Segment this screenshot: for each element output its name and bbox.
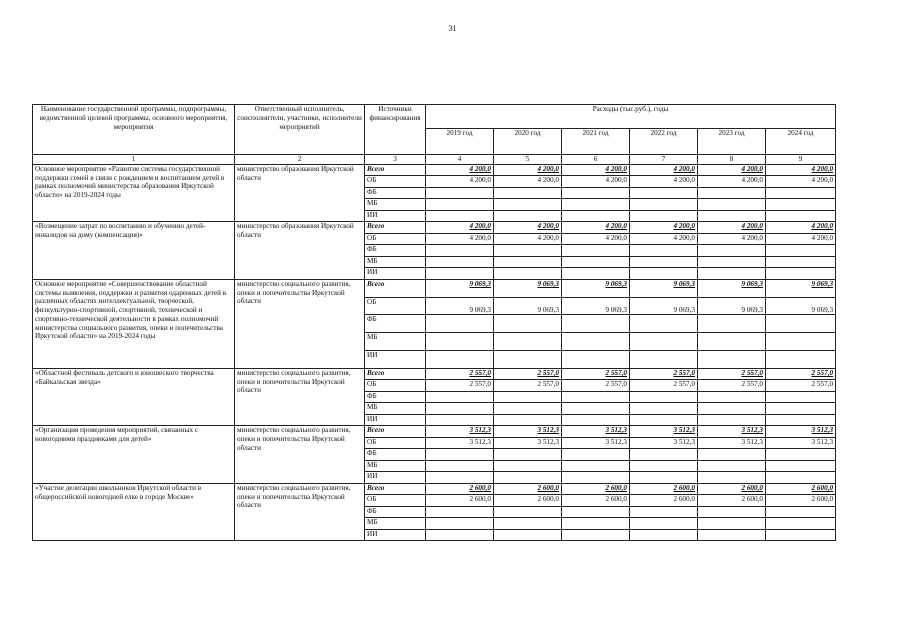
funding-source: ФБ [365, 391, 426, 403]
expense-cell: 4 200,0 [630, 176, 698, 188]
expense-cell [698, 506, 766, 518]
expense-cell [698, 518, 766, 530]
expense-cell: 2 600,0 [698, 495, 766, 507]
expense-cell [766, 199, 836, 211]
funding-source: ОБ [365, 495, 426, 507]
expense-cell [630, 268, 698, 280]
expense-cell [426, 210, 494, 222]
expense-cell [766, 414, 836, 426]
expense-cell: 3 512,3 [630, 437, 698, 449]
expense-cell [766, 506, 836, 518]
funding-source: Всего [365, 426, 426, 438]
expense-cell: 4 200,0 [766, 164, 836, 176]
expense-cell [494, 391, 562, 403]
expense-cell: 2 600,0 [494, 483, 562, 495]
expense-cell [426, 268, 494, 280]
expense-cell [630, 529, 698, 541]
expense-cell [766, 333, 836, 351]
funding-source: ОБ [365, 380, 426, 392]
page-number: 31 [448, 24, 457, 33]
expense-cell: 3 512,3 [494, 426, 562, 438]
funding-source: ФБ [365, 245, 426, 257]
expense-cell: 2 557,0 [698, 368, 766, 380]
funding-source: ИИ [365, 529, 426, 541]
expense-cell [698, 256, 766, 268]
expense-cell [698, 403, 766, 415]
funding-source: МБ [365, 333, 426, 351]
expense-cell [766, 391, 836, 403]
funding-source: Всего [365, 222, 426, 234]
responsible-executor: министерство образования Иркутской области [235, 164, 365, 222]
expense-cell [766, 529, 836, 541]
expense-cell [698, 245, 766, 257]
expense-cell [426, 449, 494, 461]
funding-source: ФБ [365, 449, 426, 461]
expense-cell: 3 512,3 [766, 437, 836, 449]
expense-cell [630, 333, 698, 351]
expense-cell: 9 069,3 [698, 279, 766, 297]
expense-cell [494, 529, 562, 541]
funding-source: Всего [365, 483, 426, 495]
expense-cell [630, 518, 698, 530]
expense-cell [698, 391, 766, 403]
expense-cell [562, 199, 630, 211]
expense-cell [630, 449, 698, 461]
funding-source: ОБ [365, 176, 426, 188]
expense-cell [494, 315, 562, 333]
expense-cell [698, 460, 766, 472]
responsible-executor: министерство социального развития, опеки и попечительства Иркутской области [235, 426, 365, 484]
expense-cell: 2 600,0 [630, 483, 698, 495]
expense-cell [562, 391, 630, 403]
expense-cell [494, 268, 562, 280]
activity-name: «Организация проведения мероприятий, связанных с новогодними праздниками для детей» [33, 426, 235, 484]
funding-source: Всего [365, 279, 426, 297]
expense-cell [698, 210, 766, 222]
expense-cell: 4 200,0 [698, 222, 766, 234]
expense-cell [766, 256, 836, 268]
expense-cell [562, 187, 630, 199]
expense-cell: 3 512,3 [766, 426, 836, 438]
expense-cell: 4 200,0 [766, 176, 836, 188]
expense-cell: 9 069,3 [426, 279, 494, 297]
expense-cell: 2 557,0 [766, 380, 836, 392]
expense-cell [562, 350, 630, 368]
expense-cell [426, 472, 494, 484]
expense-cell [494, 210, 562, 222]
header-source-column: Источники финансирования [365, 105, 426, 155]
funding-source: ФБ [365, 187, 426, 199]
expense-cell [426, 391, 494, 403]
expense-cell: 9 069,3 [630, 297, 698, 315]
funding-source: МБ [365, 256, 426, 268]
year-header: 2022 год [630, 129, 698, 155]
expense-cell [426, 460, 494, 472]
expense-cell [630, 506, 698, 518]
expense-cell: 2 600,0 [562, 495, 630, 507]
column-index: 6 [562, 155, 630, 165]
expense-cell [426, 350, 494, 368]
expense-cell: 4 200,0 [494, 222, 562, 234]
expense-cell [630, 403, 698, 415]
expense-cell: 2 557,0 [562, 368, 630, 380]
expense-cell [494, 518, 562, 530]
expense-cell: 4 200,0 [562, 176, 630, 188]
funding-source: Всего [365, 164, 426, 176]
activity-name: «Возмещение затрат по воспитанию и обучению детей-инвалидов на дому (компенсация)» [33, 222, 235, 280]
funding-source: МБ [365, 403, 426, 415]
responsible-executor: министерство социального развития, опеки и попечительства Иркутской области [235, 483, 365, 541]
expense-cell: 4 200,0 [426, 222, 494, 234]
expense-cell [698, 350, 766, 368]
expense-cell: 3 512,3 [698, 437, 766, 449]
column-index: 1 [33, 155, 235, 165]
expense-cell [698, 333, 766, 351]
expense-cell [766, 350, 836, 368]
expense-cell [494, 414, 562, 426]
expense-cell [562, 460, 630, 472]
funding-source: ИИ [365, 350, 426, 368]
expense-cell [698, 268, 766, 280]
expense-cell [766, 210, 836, 222]
column-index: 8 [698, 155, 766, 165]
expense-cell: 9 069,3 [494, 279, 562, 297]
expense-cell [562, 529, 630, 541]
expense-cell: 2 600,0 [426, 483, 494, 495]
expense-cell: 9 069,3 [426, 297, 494, 315]
expense-cell [562, 506, 630, 518]
year-header: 2023 год [698, 129, 766, 155]
year-header: 2024 год [766, 129, 836, 155]
expense-cell [562, 315, 630, 333]
expense-cell [698, 472, 766, 484]
expense-cell [766, 268, 836, 280]
expense-cell [426, 506, 494, 518]
expense-cell: 2 557,0 [426, 368, 494, 380]
activity-name: Основное мероприятие «Совершенствование областной системы выявления, поддержки и развития одаренных детей в различных областях интеллектуальной, творческой, физкультурно-спортивной, спортивной, технической и спортивно-технической деятельности в рамках полномочий министерства социального развития, опеки и попечительства Иркутской области» на 2019-2024 годы [33, 279, 235, 368]
responsible-executor: министерство социального развития, опеки и попечительства Иркутской области [235, 368, 365, 426]
expense-cell: 4 200,0 [426, 176, 494, 188]
expense-cell [630, 245, 698, 257]
expense-cell [766, 518, 836, 530]
expense-cell [698, 449, 766, 461]
expense-cell [562, 414, 630, 426]
expense-cell [494, 187, 562, 199]
expense-cell: 2 600,0 [766, 483, 836, 495]
expense-cell [494, 506, 562, 518]
expense-cell [698, 529, 766, 541]
expense-cell: 4 200,0 [766, 222, 836, 234]
expense-cell [630, 350, 698, 368]
expense-cell [766, 187, 836, 199]
expense-cell: 2 557,0 [630, 380, 698, 392]
table-row [33, 222, 836, 234]
expense-cell [426, 529, 494, 541]
table-row [33, 164, 836, 176]
expense-cell: 4 200,0 [766, 233, 836, 245]
expense-cell [494, 256, 562, 268]
table-row [33, 368, 836, 380]
expense-cell [630, 210, 698, 222]
funding-source: МБ [365, 199, 426, 211]
column-index: 7 [630, 155, 698, 165]
funding-source: Всего [365, 368, 426, 380]
table-body [33, 164, 836, 540]
expense-cell: 9 069,3 [562, 297, 630, 315]
funding-source: МБ [365, 460, 426, 472]
expense-cell [494, 245, 562, 257]
expense-cell [766, 245, 836, 257]
expense-cell: 2 600,0 [698, 483, 766, 495]
expense-cell: 2 600,0 [426, 495, 494, 507]
expense-cell: 2 557,0 [494, 380, 562, 392]
expense-cell [494, 472, 562, 484]
responsible-executor: министерство социального развития, опеки и попечительства Иркутской области [235, 279, 365, 368]
expense-cell [494, 460, 562, 472]
expense-cell: 4 200,0 [494, 176, 562, 188]
expense-cell [562, 403, 630, 415]
expense-cell [494, 199, 562, 211]
header-expenses: Расходы (тыс.руб.), годы [426, 105, 836, 129]
activity-name: «Областной фестиваль детского и юношеского творчества «Байкальская звезда» [33, 368, 235, 426]
year-header: 2020 год [494, 129, 562, 155]
header-executor-column: Ответственный исполнитель, соисполнители, участники, исполнители мероприятий [235, 105, 365, 155]
funding-source: ОБ [365, 437, 426, 449]
expense-cell: 2 557,0 [426, 380, 494, 392]
expense-cell: 4 200,0 [494, 233, 562, 245]
expense-cell [426, 199, 494, 211]
activity-name: «Участие делегации школьников Иркутской области в общероссийской новогодней елке в городе Москве» [33, 483, 235, 541]
column-index: 3 [365, 155, 426, 165]
expense-cell [426, 245, 494, 257]
expense-cell [426, 518, 494, 530]
expense-cell [698, 187, 766, 199]
responsible-executor: министерство образования Иркутской области [235, 222, 365, 280]
expense-cell: 3 512,3 [562, 437, 630, 449]
expense-cell [494, 350, 562, 368]
expense-cell: 2 557,0 [562, 380, 630, 392]
expense-cell: 2 600,0 [562, 483, 630, 495]
funding-source: ОБ [365, 297, 426, 315]
expense-cell [630, 414, 698, 426]
column-index: 4 [426, 155, 494, 165]
expense-cell: 9 069,3 [562, 279, 630, 297]
funding-source: ИИ [365, 268, 426, 280]
expense-cell: 4 200,0 [494, 164, 562, 176]
year-header: 2019 год [426, 129, 494, 155]
expense-cell [494, 449, 562, 461]
expense-cell: 4 200,0 [426, 233, 494, 245]
expense-cell [426, 403, 494, 415]
expense-cell [562, 449, 630, 461]
expense-cell [562, 268, 630, 280]
expense-cell [698, 315, 766, 333]
expense-cell: 3 512,3 [630, 426, 698, 438]
expense-cell [630, 187, 698, 199]
funding-source: ИИ [365, 210, 426, 222]
expense-cell: 4 200,0 [426, 164, 494, 176]
expense-cell [630, 472, 698, 484]
expense-cell: 9 069,3 [698, 297, 766, 315]
expense-cell: 4 200,0 [630, 233, 698, 245]
expense-cell: 4 200,0 [698, 233, 766, 245]
expense-cell: 4 200,0 [698, 176, 766, 188]
expense-cell: 9 069,3 [630, 279, 698, 297]
expense-cell: 2 557,0 [494, 368, 562, 380]
expense-cell: 2 557,0 [766, 368, 836, 380]
expense-cell: 3 512,3 [426, 437, 494, 449]
expense-cell: 4 200,0 [630, 164, 698, 176]
expense-cell [630, 256, 698, 268]
expense-cell [698, 199, 766, 211]
table-row [33, 426, 836, 438]
expense-cell [766, 460, 836, 472]
header-name-column: Наименование государственной программы, подпрограммы, ведомственной целевой программы, основного мероприятия, мероприятия [33, 105, 235, 155]
budget-table [32, 104, 836, 541]
expense-cell [562, 333, 630, 351]
expense-cell: 2 600,0 [766, 495, 836, 507]
expense-cell [766, 403, 836, 415]
expense-cell: 4 200,0 [562, 164, 630, 176]
expense-cell [426, 256, 494, 268]
table-row [33, 483, 836, 495]
funding-source: ФБ [365, 315, 426, 333]
column-index: 5 [494, 155, 562, 165]
expense-cell: 2 557,0 [630, 368, 698, 380]
expense-cell [426, 333, 494, 351]
expense-cell: 9 069,3 [494, 297, 562, 315]
expense-cell [562, 256, 630, 268]
expense-cell: 4 200,0 [630, 222, 698, 234]
expense-cell [630, 315, 698, 333]
expense-cell [766, 472, 836, 484]
expense-cell [562, 245, 630, 257]
expense-cell: 3 512,3 [698, 426, 766, 438]
expense-cell: 2 600,0 [630, 495, 698, 507]
funding-source: ИИ [365, 472, 426, 484]
activity-name: Основное мероприятие «Развитие системы государственной поддержки семей в связи с рождением и воспитанием детей в рамках полномочий министерства образования Иркутской области» на 2019-2024 годы [33, 164, 235, 222]
funding-source: МБ [365, 518, 426, 530]
expense-cell [426, 414, 494, 426]
expense-cell: 4 200,0 [562, 233, 630, 245]
expense-cell [562, 518, 630, 530]
expense-cell [630, 460, 698, 472]
funding-source: ФБ [365, 506, 426, 518]
expense-cell: 9 069,3 [766, 297, 836, 315]
expense-cell [494, 403, 562, 415]
expense-cell [766, 315, 836, 333]
year-header: 2021 год [562, 129, 630, 155]
expense-cell [562, 472, 630, 484]
expense-cell [766, 449, 836, 461]
expense-cell: 3 512,3 [562, 426, 630, 438]
expense-cell [494, 333, 562, 351]
expense-cell: 2 600,0 [494, 495, 562, 507]
expense-cell: 3 512,3 [426, 426, 494, 438]
expense-cell [630, 391, 698, 403]
table-row [33, 279, 836, 297]
expense-cell: 2 557,0 [698, 380, 766, 392]
column-index: 9 [766, 155, 836, 165]
expense-cell [562, 210, 630, 222]
expense-cell: 4 200,0 [562, 222, 630, 234]
expense-cell: 3 512,3 [494, 437, 562, 449]
funding-source: ОБ [365, 233, 426, 245]
table-header [33, 105, 836, 165]
expense-cell [426, 187, 494, 199]
expense-cell [426, 315, 494, 333]
expense-cell: 4 200,0 [698, 164, 766, 176]
expense-cell: 9 069,3 [766, 279, 836, 297]
expense-cell [698, 414, 766, 426]
column-index: 2 [235, 155, 365, 165]
funding-source: ИИ [365, 414, 426, 426]
expense-cell [630, 199, 698, 211]
